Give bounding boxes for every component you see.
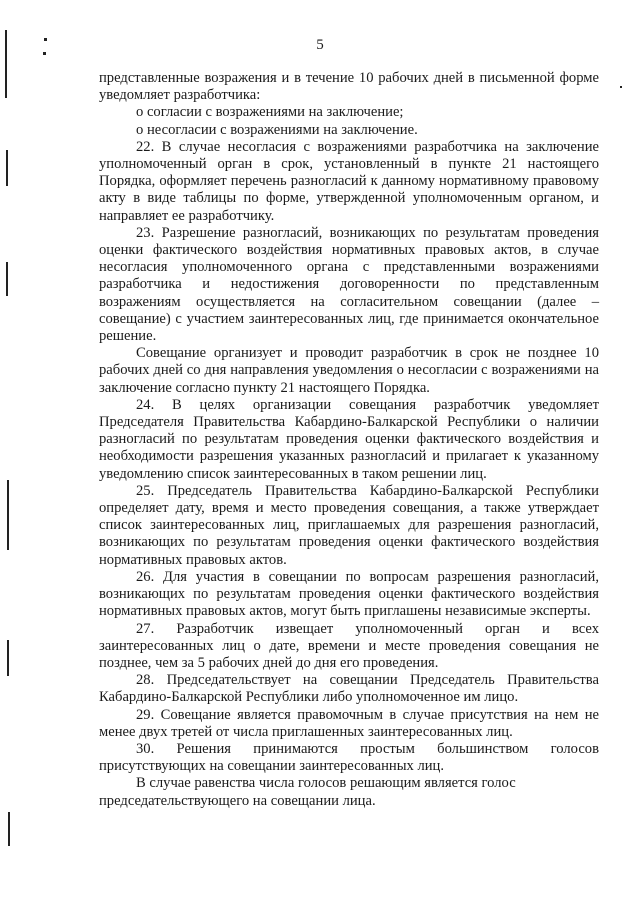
scan-margin-mark bbox=[7, 480, 9, 550]
paragraph-29: 29. Совещание является правомочным в случае присутствия на нем не менее двух третей от числа приглашенных заинтересованных лиц. bbox=[99, 706, 599, 740]
paragraph-28: 28. Председательствует на совещании Председатель Правительства Кабардино-Балкарской Республики либо уполномоченное им лицо. bbox=[99, 672, 599, 706]
paragraph-27: 27. Разработчик извещает уполномоченный орган и всех заинтересованных лиц о дате, времени и месте проведения совещания не позднее, чем за 5 рабочих дней до дня его проведения. bbox=[99, 620, 599, 671]
scan-margin-mark bbox=[6, 262, 8, 296]
paragraph-23: 23. Разрешение разногласий, возникающих по результатам проведения оценки фактического воздействия нормативных правовых актов, в случае несогласия уполномоченного органа с представленными возражениями разработчика и недостижения договоренности по представленным возражениям осуществляется на согласительном совещании (далее – совещание) с участием заинтересованных лиц, где принимается окончательное решение. bbox=[99, 224, 599, 345]
paragraph-30-tie: В случае равенства числа голосов решающим является голос председательствующего на совещании лица. bbox=[99, 775, 516, 809]
scan-margin-mark bbox=[6, 150, 8, 186]
paragraph-22: 22. В случае несогласия с возражениями разработчика на заключение уполномоченный орган в срок, установленный в пункте 21 настоящего Порядка, оформляет перечень разногласий к данному нормативному правовому акту в виде таблицы по форме, утвержденной уполномоченным органом, и направляет ее разработчику. bbox=[99, 138, 599, 224]
paragraph-24: 24. В целях организации совещания разработчик уведомляет Председателя Правительства Кабардино-Балкарской Республики о наличии разногласий по результатам проведения оценки фактического воздействия и необходимости разрешения указанных разногласий и прилагает к указанному уведомлению список заинтересованных в таком решении лиц. bbox=[99, 396, 599, 482]
paragraph-continuation: представленные возражения и в течение 10 рабочих дней в письменной форме уведомляет разработчика: bbox=[99, 70, 599, 104]
scan-margin-mark bbox=[7, 640, 9, 676]
list-item-disagreement: о несогласии с возражениями на заключение. bbox=[136, 121, 418, 138]
page-number: 5 bbox=[316, 37, 324, 53]
paragraph-25: 25. Председатель Правительства Кабардино-Балкарской Республики определяет дату, время и место проведения совещания, а также утверждает список заинтересованных лиц, приглашаемых для разрешения разногласий, возникающих по результатам проведения оценки фактического воздействия нормативных правовых актов. bbox=[99, 482, 599, 568]
scan-margin-mark bbox=[8, 812, 10, 846]
list-item-agreement: о согласии с возражениями на заключение; bbox=[136, 104, 404, 121]
paragraph-23-meeting: Совещание организует и проводит разработчик в срок не позднее 10 рабочих дней со дня направления уведомления о несогласии с возражениями на заключение согласно пункту 21 настоящего Порядка. bbox=[99, 345, 599, 396]
paragraph-26: 26. Для участия в совещании по вопросам разрешения разногласий, возникающих по результатам проведения оценки фактического воздействия нормативных правовых актов, могут быть приглашены независимые эксперты. bbox=[99, 568, 599, 620]
paragraph-30: 30. Решения принимаются простым большинством голосов присутствующих на совещании заинтересованных лиц. bbox=[99, 740, 599, 775]
scan-margin-dot bbox=[620, 86, 622, 88]
document-body bbox=[99, 70, 599, 810]
